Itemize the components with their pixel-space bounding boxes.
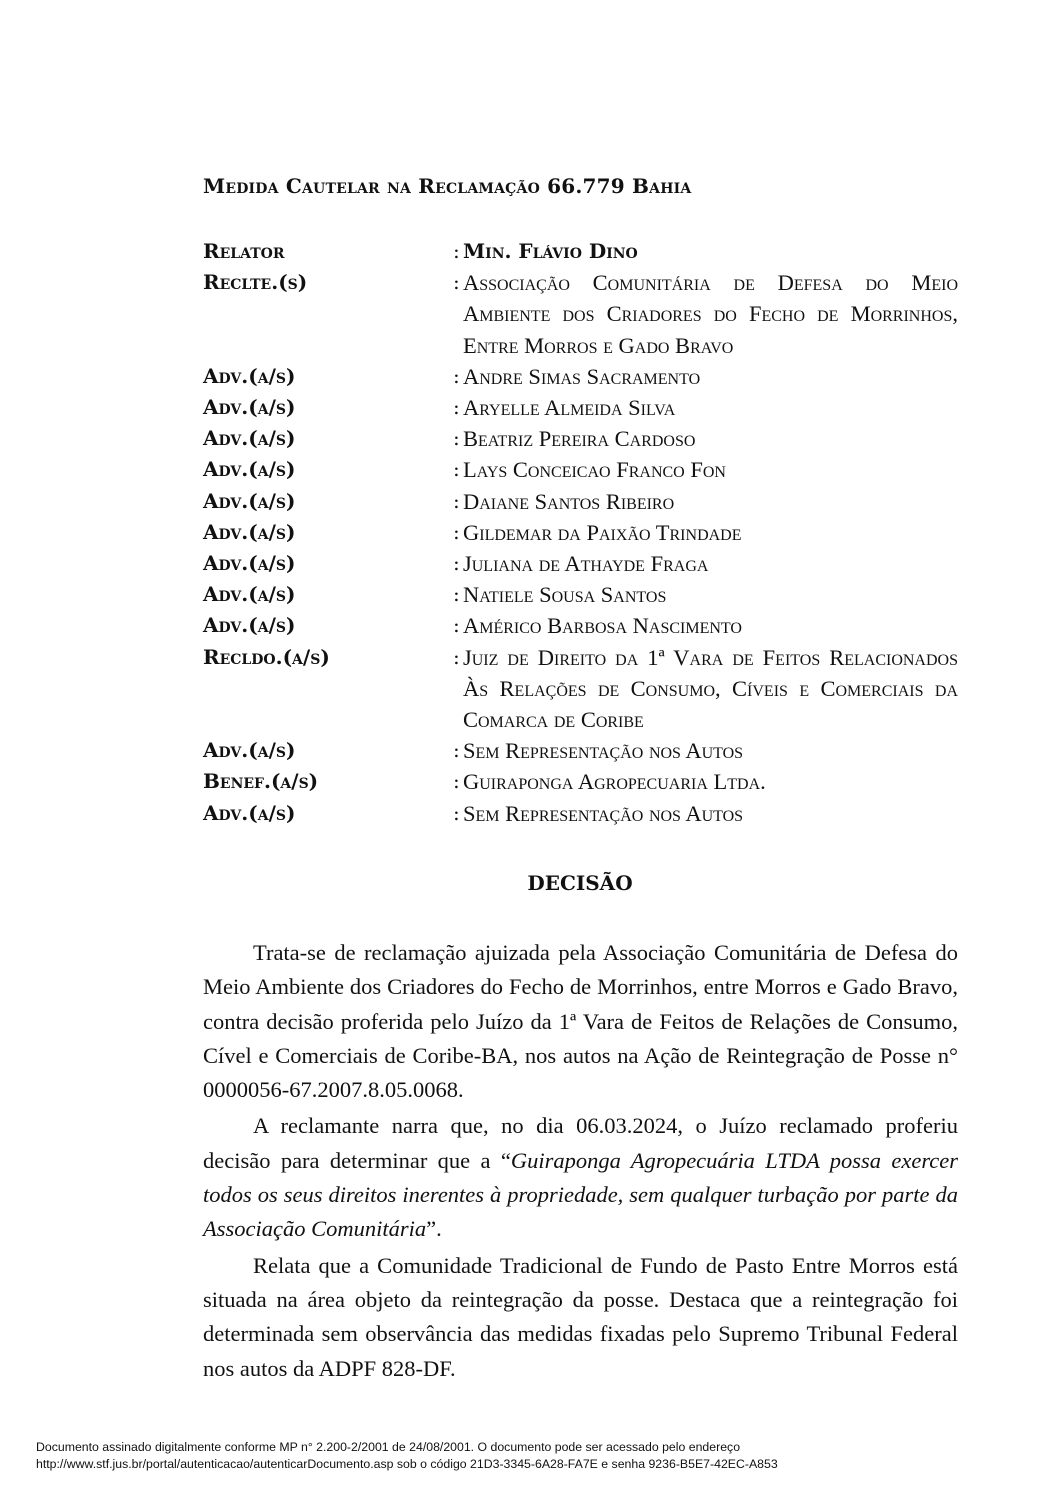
party-value: Natiele Sousa Santos: [463, 582, 667, 608]
party-colon: :: [453, 457, 460, 482]
party-label: Adv.(a/s): [203, 363, 296, 388]
party-value: Gildemar da Paixão Trindade: [463, 519, 742, 545]
party-row-adv: [203, 486, 958, 517]
party-label: Reclte.(s): [203, 270, 308, 295]
party-value: Associação Comunitária de Defesa do Meio Ambiente dos Criadores do Fecho de Morrinhos, Entre Morros e Gado Bravo: [463, 270, 958, 358]
party-row-recldo: [203, 642, 958, 736]
party-value: Juiz de Direito da 1ª Vara de Feitos Relacionados Às Relações de Consumo, Cíveis e Comerciais da Comarca de Coribe: [463, 644, 958, 733]
party-row-relator: [203, 236, 958, 267]
party-colon: :: [453, 769, 460, 794]
party-value: Aryelle Almeida Silva: [463, 395, 676, 421]
party-row-adv: [203, 517, 958, 548]
party-value: Min. Flávio Dino: [463, 239, 638, 263]
party-value: Guiraponga Agropecuaria Ltda.: [463, 769, 766, 795]
parties-list: [203, 236, 958, 829]
party-row-benef: [203, 766, 958, 797]
party-row-adv: [203, 548, 958, 579]
party-value: Sem Representação nos Autos: [463, 738, 744, 764]
section-title: DECISÃO: [527, 871, 633, 895]
party-row-adv: [203, 454, 958, 485]
party-colon: :: [453, 488, 460, 513]
party-row-adv: [203, 392, 958, 423]
party-value: Lays Conceicao Franco Fon: [463, 457, 726, 483]
party-row-adv: [203, 423, 958, 454]
party-value: Sem Representação nos Autos: [463, 800, 744, 826]
party-label: Adv.(a/s): [203, 488, 296, 513]
party-colon: :: [453, 582, 460, 607]
party-label: Recldo.(a/s): [203, 644, 330, 669]
party-label: Adv.(a/s): [203, 457, 296, 482]
party-colon: :: [453, 270, 460, 295]
party-label: Adv.(a/s): [203, 395, 296, 420]
paragraph-2-quote: Guiraponga Agropecuária LTDA possa exercer todos os seus direitos inerentes à propriedade, sem qualquer turbação por parte da Associação Comunitária: [203, 1147, 958, 1242]
paragraph-2: [203, 1109, 958, 1246]
party-value: Beatriz Pereira Cardoso: [463, 426, 696, 452]
party-colon: :: [453, 363, 460, 388]
party-row-adv: [203, 361, 958, 392]
party-colon: :: [453, 613, 460, 638]
party-value: Andre Simas Sacramento: [463, 363, 701, 389]
party-colon: :: [453, 395, 460, 420]
party-row-adv: [203, 610, 958, 641]
party-label: Adv.(a/s): [203, 551, 296, 576]
party-value: Juliana de Athayde Fraga: [463, 551, 709, 577]
party-label: Adv.(a/s): [203, 800, 296, 825]
party-row-reclte: [203, 267, 958, 361]
party-colon: :: [453, 426, 460, 451]
party-row-adv: [203, 579, 958, 610]
party-colon: :: [453, 519, 460, 544]
party-colon: :: [453, 800, 460, 825]
party-value: Daiane Santos Ribeiro: [463, 488, 675, 514]
decision-body: [203, 936, 958, 1386]
party-label: Adv.(a/s): [203, 582, 296, 607]
signature-footer: [36, 1439, 1026, 1473]
paragraph-2-start: A reclamante narra que, no dia 06.03.2024, o Juízo reclamado proferiu decisão para determinar que a “: [203, 1113, 958, 1173]
party-label: Benef.(a/s): [203, 769, 319, 794]
footer-line-1: Documento assinado digitalmente conforme MP n° 2.200-2/2001 de 24/08/2001. O documento pode ser acessado pelo endereço: [36, 1440, 741, 1454]
party-colon: :: [453, 551, 460, 576]
paragraph-3: Relata que a Comunidade Tradicional de Fundo de Pasto Entre Morros está situada na área objeto da reintegração da posse. Destaca que a reintegração foi determinada sem observância das medidas fixadas pelo Supremo Tribunal Federal nos autos da ADPF 828-DF.: [203, 1252, 958, 1381]
document-title: Medida Cautelar na Reclamação 66.779 Bahia: [203, 174, 692, 198]
paragraph-1: Trata-se de reclamação ajuizada pela Associação Comunitária de Defesa do Meio Ambiente dos Criadores do Fecho de Morrinhos, entre Morros e Gado Bravo, contra decisão proferida pelo Juízo da 1ª Vara de Feitos de Relações de Consumo, Cível e Comerciais de Coribe-BA, nos autos na Ação de Reintegração de Posse n° 0000056-67.2007.8.05.0068.: [203, 940, 958, 1103]
party-colon: :: [453, 239, 460, 263]
party-label: Adv.(a/s): [203, 519, 296, 544]
party-label: Adv.(a/s): [203, 613, 296, 638]
party-value: Américo Barbosa Nascimento: [463, 613, 742, 639]
party-colon: :: [453, 738, 460, 763]
party-label: Adv.(a/s): [203, 426, 296, 451]
party-row-adv: [203, 735, 958, 766]
party-colon: :: [453, 644, 460, 669]
party-row-adv: [203, 798, 958, 829]
paragraph-2-end: ”.: [426, 1216, 442, 1242]
party-label: Relator: [203, 239, 285, 263]
party-label: Adv.(a/s): [203, 738, 296, 763]
footer-line-2: http://www.stf.jus.br/portal/autenticacao/autenticarDocumento.asp sob o código 21D3-3345-6A28-FA7E e senha 9236-B5E7-42EC-A853: [36, 1457, 778, 1471]
